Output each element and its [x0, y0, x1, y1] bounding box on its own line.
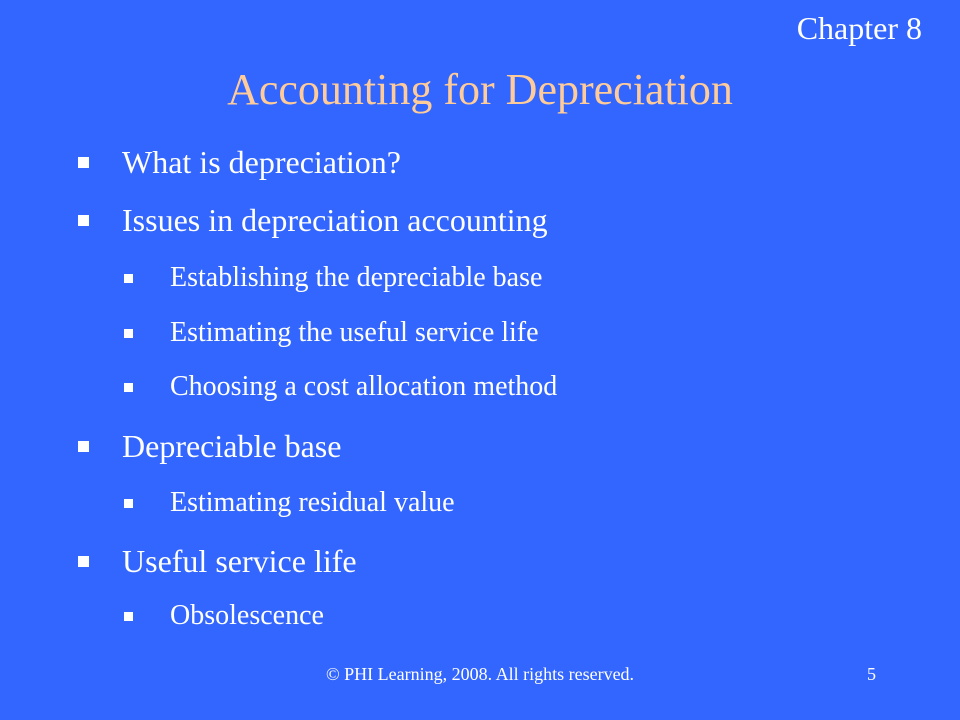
sub-bullet-text: Obsolescence	[170, 600, 324, 631]
sub-bullet-item	[124, 260, 542, 296]
slide-title: Accounting for Depreciation	[227, 65, 733, 114]
sub-bullet-item	[124, 485, 455, 521]
bullet-text: Issues in depreciation accounting	[122, 201, 548, 238]
square-bullet-icon	[78, 441, 89, 452]
chapter-label: Chapter 8	[796, 10, 922, 46]
sub-bullet-item	[124, 598, 324, 634]
sub-bullet-item	[124, 369, 557, 405]
square-bullet-icon	[78, 556, 89, 567]
bullet-item	[78, 142, 401, 182]
square-bullet-icon	[124, 329, 133, 338]
bullet-item	[78, 200, 548, 240]
square-bullet-icon	[124, 612, 133, 621]
sub-bullet-text: Establishing the depreciable base	[170, 262, 543, 293]
square-bullet-icon	[78, 157, 89, 168]
square-bullet-icon	[124, 274, 133, 283]
sub-bullet-text: Choosing a cost allocation method	[170, 371, 558, 402]
sub-bullet-item	[124, 315, 539, 351]
slide-footer	[0, 662, 960, 686]
sub-bullet-text: Estimating the useful service life	[170, 317, 539, 348]
square-bullet-icon	[78, 215, 89, 226]
bullet-text: Useful service life	[122, 542, 357, 579]
square-bullet-icon	[124, 383, 133, 392]
page-number: 5	[867, 664, 876, 684]
bullet-item	[78, 541, 357, 581]
copyright-notice: © PHI Learning, 2008. All rights reserved.	[325, 664, 635, 684]
sub-bullet-text: Estimating residual value	[170, 487, 455, 518]
bullet-item	[78, 426, 341, 466]
bullet-text: Depreciable base	[122, 427, 342, 464]
square-bullet-icon	[124, 499, 133, 508]
bullet-text: What is depreciation?	[122, 143, 401, 180]
